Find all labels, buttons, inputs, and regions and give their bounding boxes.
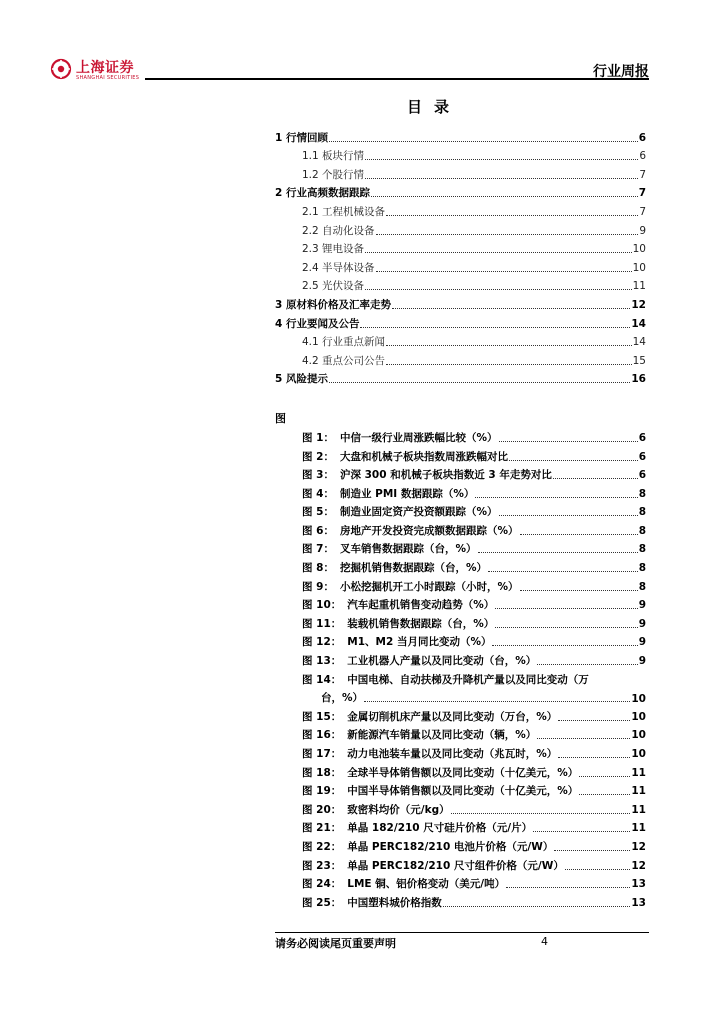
figure-entry-page: 6 <box>638 469 646 482</box>
figure-entry-label: 图 5： <box>302 506 334 519</box>
dot-leader <box>553 477 638 479</box>
toc-entry-page: 15 <box>632 354 646 367</box>
toc-entry-page: 12 <box>631 298 646 311</box>
figure-entry[interactable] <box>275 445 646 464</box>
figure-entry-page: 9 <box>638 617 646 630</box>
figure-entry-page: 8 <box>638 562 646 575</box>
dot-leader <box>495 607 637 609</box>
dot-leader <box>554 849 630 851</box>
figure-entry[interactable] <box>275 873 646 892</box>
dot-leader <box>478 551 638 553</box>
dot-leader <box>365 288 632 290</box>
figure-entry-title: 装载机销售数据跟踪（台，%） <box>347 617 495 630</box>
footer-divider <box>275 932 649 933</box>
figure-entry-title: 叉车销售数据跟踪（台，%） <box>339 543 477 556</box>
figure-entry-title: 中国半导体销售额以及同比变动（十亿美元，%） <box>347 785 579 798</box>
figure-entry-page: 10 <box>631 729 646 742</box>
dot-leader <box>558 756 630 758</box>
dot-leader <box>392 307 630 309</box>
figure-entry-label: 图 6： <box>302 524 334 537</box>
toc-entry-page: 6 <box>638 131 646 144</box>
dot-leader <box>492 644 637 646</box>
toc-entry-title: 2.1 工程机械设备 <box>302 205 386 218</box>
dot-leader <box>499 440 638 442</box>
figure-entry-page: 9 <box>638 655 646 668</box>
figure-entry-title: 沪深 300 和机械子板块指数近 3 年走势对比 <box>339 469 552 482</box>
toc-entry[interactable] <box>275 349 646 368</box>
toc-entry-page: 6 <box>639 150 646 163</box>
page-title <box>0 96 724 117</box>
dot-leader <box>376 233 639 235</box>
figure-entry[interactable] <box>275 891 646 910</box>
dot-leader <box>329 140 638 142</box>
figure-entry-page: 12 <box>631 840 646 853</box>
dot-leader <box>386 363 632 365</box>
figure-entry-title: 大盘和机械子板块指数周涨跌幅对比 <box>339 450 508 463</box>
figure-entry-label: 图 12： <box>302 636 342 649</box>
toc-entry-title: 1 行情回顾 <box>275 131 328 144</box>
figure-entry-line-2 <box>302 687 646 706</box>
figure-entry[interactable] <box>275 501 646 520</box>
figure-entry-page: 8 <box>638 487 646 500</box>
figure-entry-label: 图 14： <box>302 673 342 686</box>
dot-leader <box>520 589 638 591</box>
toc-entry-page: 16 <box>631 373 646 386</box>
dot-leader <box>386 344 632 346</box>
figure-entry-label: 图 23： <box>302 859 342 872</box>
figure-entry-title: 汽车起重机销售变动趋势（%） <box>347 599 495 612</box>
figure-entry-label: 图 15： <box>302 710 342 723</box>
table-of-contents <box>275 126 646 910</box>
figure-entry[interactable] <box>275 631 646 650</box>
toc-entry[interactable] <box>275 238 646 257</box>
figure-entry[interactable] <box>275 575 646 594</box>
figure-entry-label: 图 16： <box>302 729 342 742</box>
figure-entry-title: 工业机器人产量以及同比变动（台，%） <box>347 655 537 668</box>
toc-entry-title: 2.4 半导体设备 <box>302 261 375 274</box>
figure-entry-label: 图 24： <box>302 878 342 891</box>
dot-leader <box>579 775 630 777</box>
figure-entry-title: 小松挖掘机开工小时跟踪（小时，%） <box>339 580 519 593</box>
dot-leader <box>371 195 638 197</box>
figure-entry[interactable] <box>275 724 646 743</box>
toc-entry[interactable] <box>275 331 646 350</box>
footer-disclaimer-note: 请务必阅读尾页重要声明 <box>275 937 396 950</box>
dot-leader <box>533 830 630 832</box>
figure-entry-title: 房地产开发投资完成额数据跟踪（%） <box>339 524 519 537</box>
figure-entry[interactable] <box>275 482 646 501</box>
figure-entry[interactable] <box>275 556 646 575</box>
figure-entry[interactable] <box>275 426 646 445</box>
figure-list <box>275 426 646 909</box>
figure-entry[interactable] <box>275 817 646 836</box>
figure-entry-title: 中国塑料城价格指数 <box>347 896 442 909</box>
dot-leader <box>506 886 630 888</box>
toc-entry-title: 2.5 光伏设备 <box>302 280 365 293</box>
figure-entry-page: 11 <box>631 785 646 798</box>
company-logo <box>50 56 160 86</box>
figure-entry-page: 9 <box>638 636 646 649</box>
figure-entry-title: 中信一级行业周涨跌幅比较（%） <box>339 431 498 444</box>
figure-entry-title: 单晶 PERC182/210 尺寸组件价格（元/W） <box>347 859 564 872</box>
figure-entry-title: 致密料均价（元/kg） <box>347 803 450 816</box>
toc-entry-title: 4 行业要闻及公告 <box>275 317 360 330</box>
figure-entry-page: 13 <box>631 896 646 909</box>
figure-entry[interactable] <box>275 668 646 705</box>
figure-entry-page: 12 <box>631 859 646 872</box>
figure-entry-label: 图 17： <box>302 748 342 760</box>
toc-entry-page: 7 <box>639 168 646 181</box>
figure-entry-title: M1、M2 当月同比变动（%） <box>347 636 492 649</box>
figure-entry-label: 图 10： <box>302 599 342 612</box>
toc-entry-title: 1.1 板块行情 <box>302 150 365 163</box>
toc-entry-page: 14 <box>631 317 646 330</box>
figure-entry[interactable] <box>275 705 646 724</box>
dot-leader <box>443 905 631 907</box>
dot-leader <box>520 533 638 535</box>
figure-entry-title: 中国电梯、自动扶梯及升降机产量以及同比变动（万 <box>347 673 589 686</box>
figure-entry-page: 11 <box>631 766 646 779</box>
figure-entry-label: 图 13： <box>302 655 342 668</box>
dot-leader <box>365 177 638 179</box>
figure-entry-page: 9 <box>638 599 646 612</box>
dot-leader <box>579 793 630 795</box>
figure-entry-page: 8 <box>638 580 646 593</box>
figure-entry-page: 8 <box>638 543 646 556</box>
figure-entry-label: 图 3： <box>302 469 334 482</box>
figure-entry-title: LME 铜、铝价格变动（美元/吨） <box>347 878 506 891</box>
toc-list <box>275 126 646 386</box>
toc-entry-title: 5 风险提示 <box>275 373 328 386</box>
toc-entry[interactable] <box>275 219 646 238</box>
toc-entry-page: 10 <box>632 261 646 274</box>
toc-entry[interactable] <box>275 275 646 294</box>
figure-entry-label: 图 20： <box>302 803 342 816</box>
toc-entry-page: 11 <box>632 280 646 293</box>
figure-entry-title-cont: 台，%） <box>321 692 364 705</box>
figure-entry-label: 图 19： <box>302 785 342 798</box>
dot-leader <box>499 514 638 516</box>
toc-entry[interactable] <box>275 293 646 312</box>
report-type: 行业周报 <box>593 64 649 80</box>
figure-entry-title: 制造业固定资产投资额跟踪（%） <box>339 506 498 519</box>
toc-entry[interactable] <box>275 368 646 387</box>
figure-entry[interactable] <box>275 649 646 668</box>
figure-entry-page: 6 <box>638 450 646 463</box>
dot-leader <box>365 251 632 253</box>
dot-leader <box>565 868 631 870</box>
logo-mark-icon <box>50 58 72 80</box>
figure-entry-title: 挖掘机销售数据跟踪（台，%） <box>339 562 487 575</box>
dot-leader <box>537 663 637 665</box>
dot-leader <box>360 326 630 328</box>
figure-entry[interactable] <box>275 798 646 817</box>
figure-entry-label: 图 18： <box>302 766 342 779</box>
toc-entry-page: 7 <box>638 187 646 200</box>
figure-entry-label: 图 21： <box>302 822 342 835</box>
dot-leader <box>495 626 637 628</box>
figure-entry-title: 金属切削机床产量以及同比变动（万台，%） <box>347 710 558 723</box>
toc-entry-title: 2.3 锂电设备 <box>302 243 365 256</box>
figure-entry-title: 单晶 182/210 尺寸硅片价格（元/片） <box>347 822 533 835</box>
toc-entry[interactable] <box>275 256 646 275</box>
figure-entry-page: 6 <box>638 431 646 444</box>
dot-leader <box>376 270 632 272</box>
dot-leader <box>364 700 630 702</box>
figure-entry-page: 8 <box>638 524 646 537</box>
figure-entry-page: 11 <box>631 822 646 835</box>
dot-leader <box>558 719 630 721</box>
dot-leader <box>451 812 631 814</box>
figure-entry-label: 图 7： <box>302 543 334 556</box>
figure-entry[interactable] <box>275 594 646 613</box>
toc-entry-page: 7 <box>639 205 646 218</box>
toc-entry-title: 2 行业高频数据跟踪 <box>275 187 370 200</box>
figure-entry[interactable] <box>275 519 646 538</box>
dot-leader <box>537 737 630 739</box>
toc-entry[interactable] <box>275 163 646 182</box>
figure-entry[interactable] <box>275 464 646 483</box>
toc-entry[interactable] <box>275 182 646 201</box>
figure-entry-label: 图 22： <box>302 840 342 853</box>
figure-entry-title: 单晶 PERC182/210 电池片价格（元/W） <box>347 840 554 853</box>
figure-entry-label: 图 9： <box>302 580 334 593</box>
figure-entry-page: 13 <box>631 878 646 891</box>
figure-entry[interactable] <box>275 742 646 761</box>
figure-entry-title: 新能源汽车销量以及同比变动（辆，%） <box>347 729 537 742</box>
figure-entry[interactable] <box>275 612 646 631</box>
figure-entry-title: 动力电池装车量以及同比变动（兆瓦时，%） <box>347 748 558 760</box>
figure-entry-page: 11 <box>631 803 646 816</box>
figure-entry-label: 图 11： <box>302 617 342 630</box>
toc-entry-page: 10 <box>632 243 646 256</box>
figure-entry[interactable] <box>275 835 646 854</box>
toc-entry-title: 1.2 个股行情 <box>302 168 365 181</box>
figure-entry-title: 全球半导体销售额以及同比变动（十亿美元，%） <box>347 766 579 779</box>
figure-entry-label: 图 25： <box>302 896 342 909</box>
page-title-text: 目录 <box>406 98 461 116</box>
dot-leader <box>365 158 638 160</box>
dot-leader <box>488 570 638 572</box>
figure-entry-page: 10 <box>631 693 646 706</box>
figure-entry-page: 10 <box>631 748 646 760</box>
toc-entry-title: 3 原材料价格及汇率走势 <box>275 298 391 311</box>
page-number: 4 <box>541 935 548 948</box>
figure-entry-label: 图 4： <box>302 487 334 500</box>
toc-entry[interactable] <box>275 312 646 331</box>
figure-entry-label: 图 8： <box>302 562 334 575</box>
figure-entry[interactable] <box>275 761 646 780</box>
figure-entry-page: 8 <box>638 506 646 519</box>
logo-text-cn: 上海证券 <box>76 60 134 76</box>
logo-text-en: SHANGHAI SECURITIES <box>76 75 140 81</box>
figures-section-label: 图 <box>275 412 286 426</box>
figure-entry[interactable] <box>275 854 646 873</box>
toc-entry[interactable] <box>275 200 646 219</box>
dot-leader <box>329 381 630 383</box>
figure-entry-label: 图 2： <box>302 450 334 463</box>
dot-leader <box>475 496 637 498</box>
header-divider <box>145 78 649 80</box>
figure-entry-label: 图 1： <box>302 431 334 444</box>
toc-entry[interactable] <box>275 126 646 145</box>
figure-entry-line-1 <box>302 668 646 687</box>
toc-entry-page: 9 <box>639 224 646 237</box>
toc-entry-title: 4.2 重点公司公告 <box>302 354 386 367</box>
toc-entry-title: 2.2 自动化设备 <box>302 224 375 237</box>
toc-entry-page: 14 <box>632 336 646 349</box>
dot-leader <box>386 214 638 216</box>
figure-entry[interactable] <box>275 538 646 557</box>
dot-leader <box>509 459 638 461</box>
figure-entry-page: 10 <box>631 710 646 723</box>
figure-entry-title: 制造业 PMI 数据跟踪（%） <box>339 487 475 500</box>
figure-entry[interactable] <box>275 780 646 799</box>
toc-entry[interactable] <box>275 145 646 164</box>
toc-entry-title: 4.1 行业重点新闻 <box>302 336 386 349</box>
